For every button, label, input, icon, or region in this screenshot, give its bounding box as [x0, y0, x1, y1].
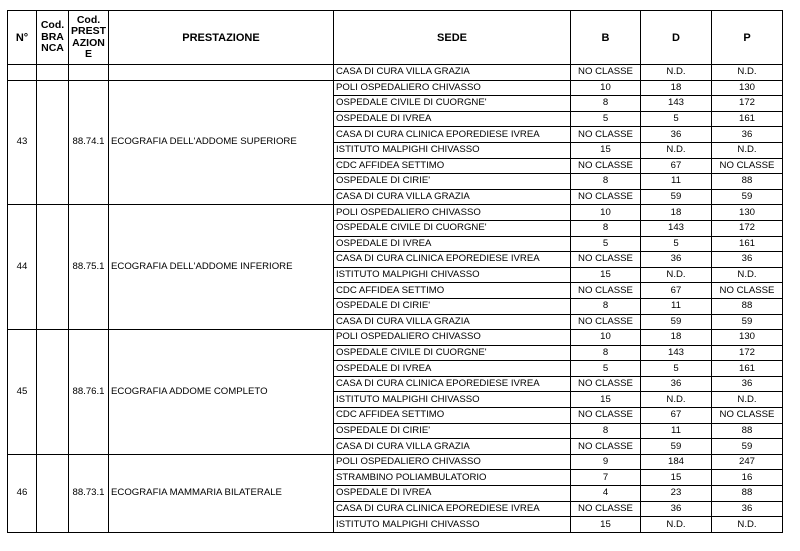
- sede-cell: POLI OSPEDALIERO CHIVASSO: [334, 454, 571, 470]
- b-cell: NO CLASSE: [571, 501, 641, 517]
- sede-cell: CASA DI CURA CLINICA EPOREDIESE IVREA: [334, 501, 571, 517]
- b-cell: 10: [571, 80, 641, 96]
- sede-cell: OSPEDALE DI IVREA: [334, 486, 571, 502]
- p-cell: 130: [712, 80, 783, 96]
- d-cell: 11: [641, 298, 712, 314]
- prestazione-code-cell: 88.74.1: [69, 80, 109, 205]
- header-sede: SEDE: [334, 11, 571, 65]
- b-cell: NO CLASSE: [571, 158, 641, 174]
- sede-cell: CDC AFFIDEA SETTIMO: [334, 158, 571, 174]
- branca-cell: [37, 330, 69, 455]
- d-cell: 143: [641, 220, 712, 236]
- sede-cell: POLI OSPEDALIERO CHIVASSO: [334, 80, 571, 96]
- p-cell: 161: [712, 111, 783, 127]
- p-cell: 172: [712, 345, 783, 361]
- d-cell: 11: [641, 423, 712, 439]
- d-cell: N.D.: [641, 517, 712, 533]
- p-cell: NO CLASSE: [712, 408, 783, 424]
- sede-cell: OSPEDALE DI IVREA: [334, 361, 571, 377]
- row-number-cell: 45: [8, 330, 37, 455]
- sede-cell: OSPEDALE DI CIRIE': [334, 174, 571, 190]
- b-cell: NO CLASSE: [571, 65, 641, 81]
- prestazione-code-cell: 88.73.1: [69, 454, 109, 532]
- p-cell: N.D.: [712, 142, 783, 158]
- row-number-cell: 46: [8, 454, 37, 532]
- d-cell: 36: [641, 127, 712, 143]
- p-cell: 36: [712, 501, 783, 517]
- b-cell: 5: [571, 236, 641, 252]
- d-cell: 5: [641, 111, 712, 127]
- b-cell: NO CLASSE: [571, 189, 641, 205]
- table-row: [8, 454, 783, 470]
- header-cod-prestazione: Cod. PREST AZION E: [69, 11, 109, 65]
- sede-cell: OSPEDALE DI IVREA: [334, 111, 571, 127]
- empty-code-cell: [69, 65, 109, 81]
- p-cell: N.D.: [712, 65, 783, 81]
- d-cell: 36: [641, 376, 712, 392]
- table-body: [8, 65, 783, 533]
- header-b: B: [571, 11, 641, 65]
- sede-cell: ISTITUTO MALPIGHI CHIVASSO: [334, 392, 571, 408]
- d-cell: N.D.: [641, 65, 712, 81]
- row-number-cell: 44: [8, 205, 37, 330]
- d-cell: 15: [641, 470, 712, 486]
- d-cell: 5: [641, 361, 712, 377]
- d-cell: 18: [641, 330, 712, 346]
- d-cell: N.D.: [641, 267, 712, 283]
- p-cell: N.D.: [712, 517, 783, 533]
- b-cell: 10: [571, 330, 641, 346]
- p-cell: NO CLASSE: [712, 283, 783, 299]
- d-cell: 143: [641, 345, 712, 361]
- p-cell: 88: [712, 298, 783, 314]
- sede-cell: CASA DI CURA CLINICA EPOREDIESE IVREA: [334, 376, 571, 392]
- prestazione-cell: ECOGRAFIA ADDOME COMPLETO: [109, 330, 334, 455]
- p-cell: N.D.: [712, 267, 783, 283]
- prestazione-cell: ECOGRAFIA MAMMARIA BILATERALE: [109, 454, 334, 532]
- d-cell: 18: [641, 80, 712, 96]
- prestazioni-table-container: [7, 10, 782, 533]
- p-cell: 161: [712, 361, 783, 377]
- sede-cell: OSPEDALE CIVILE DI CUORGNE': [334, 345, 571, 361]
- b-cell: 8: [571, 220, 641, 236]
- d-cell: 184: [641, 454, 712, 470]
- prestazione-cell: ECOGRAFIA DELL'ADDOME INFERIORE: [109, 205, 334, 330]
- prestazione-code-cell: 88.75.1: [69, 205, 109, 330]
- d-cell: 67: [641, 158, 712, 174]
- p-cell: N.D.: [712, 392, 783, 408]
- p-cell: 88: [712, 423, 783, 439]
- b-cell: NO CLASSE: [571, 408, 641, 424]
- b-cell: 5: [571, 361, 641, 377]
- b-cell: NO CLASSE: [571, 376, 641, 392]
- sede-cell: OSPEDALE DI CIRIE': [334, 423, 571, 439]
- sede-cell: OSPEDALE DI CIRIE': [334, 298, 571, 314]
- header-row: [8, 11, 783, 65]
- sede-cell: ISTITUTO MALPIGHI CHIVASSO: [334, 517, 571, 533]
- branca-cell: [37, 454, 69, 532]
- d-cell: 5: [641, 236, 712, 252]
- d-cell: 59: [641, 189, 712, 205]
- b-cell: 9: [571, 454, 641, 470]
- b-cell: 15: [571, 392, 641, 408]
- b-cell: 7: [571, 470, 641, 486]
- b-cell: 8: [571, 345, 641, 361]
- p-cell: 59: [712, 439, 783, 455]
- d-cell: 59: [641, 314, 712, 330]
- empty-branca-cell: [37, 65, 69, 81]
- b-cell: 10: [571, 205, 641, 221]
- p-cell: 247: [712, 454, 783, 470]
- sede-cell: CDC AFFIDEA SETTIMO: [334, 408, 571, 424]
- d-cell: 18: [641, 205, 712, 221]
- b-cell: NO CLASSE: [571, 314, 641, 330]
- empty-n-cell: [8, 65, 37, 81]
- b-cell: 4: [571, 486, 641, 502]
- sede-cell: CASA DI CURA CLINICA EPOREDIESE IVREA: [334, 252, 571, 268]
- table-row: [8, 205, 783, 221]
- b-cell: NO CLASSE: [571, 439, 641, 455]
- b-cell: 15: [571, 267, 641, 283]
- header-d: D: [641, 11, 712, 65]
- b-cell: 8: [571, 96, 641, 112]
- sede-cell: POLI OSPEDALIERO CHIVASSO: [334, 330, 571, 346]
- prestazioni-table: [7, 10, 783, 533]
- p-cell: 36: [712, 252, 783, 268]
- p-cell: 161: [712, 236, 783, 252]
- table-row: [8, 330, 783, 346]
- p-cell: 172: [712, 220, 783, 236]
- d-cell: N.D.: [641, 392, 712, 408]
- sede-cell: OSPEDALE CIVILE DI CUORGNE': [334, 220, 571, 236]
- p-cell: 36: [712, 127, 783, 143]
- sede-cell: POLI OSPEDALIERO CHIVASSO: [334, 205, 571, 221]
- d-cell: 59: [641, 439, 712, 455]
- sede-cell: ISTITUTO MALPIGHI CHIVASSO: [334, 267, 571, 283]
- p-cell: 59: [712, 189, 783, 205]
- b-cell: 15: [571, 142, 641, 158]
- d-cell: 67: [641, 408, 712, 424]
- table-row: [8, 65, 783, 81]
- empty-prestazione-cell: [109, 65, 334, 81]
- b-cell: 15: [571, 517, 641, 533]
- header-cod-branca: Cod. BRA NCA: [37, 11, 69, 65]
- row-number-cell: 43: [8, 80, 37, 205]
- b-cell: 5: [571, 111, 641, 127]
- b-cell: 8: [571, 298, 641, 314]
- p-cell: 130: [712, 330, 783, 346]
- b-cell: NO CLASSE: [571, 283, 641, 299]
- branca-cell: [37, 205, 69, 330]
- sede-cell: CASA DI CURA VILLA GRAZIA: [334, 314, 571, 330]
- sede-cell: CASA DI CURA CLINICA EPOREDIESE IVREA: [334, 127, 571, 143]
- sede-cell: OSPEDALE DI IVREA: [334, 236, 571, 252]
- p-cell: 172: [712, 96, 783, 112]
- d-cell: 67: [641, 283, 712, 299]
- header-prestazione: PRESTAZIONE: [109, 11, 334, 65]
- prestazione-code-cell: 88.76.1: [69, 330, 109, 455]
- b-cell: 8: [571, 174, 641, 190]
- sede-cell: CASA DI CURA VILLA GRAZIA: [334, 189, 571, 205]
- d-cell: 23: [641, 486, 712, 502]
- p-cell: 36: [712, 376, 783, 392]
- prestazione-cell: ECOGRAFIA DELL'ADDOME SUPERIORE: [109, 80, 334, 205]
- p-cell: 88: [712, 174, 783, 190]
- table-row: [8, 80, 783, 96]
- p-cell: 88: [712, 486, 783, 502]
- sede-cell: CDC AFFIDEA SETTIMO: [334, 283, 571, 299]
- d-cell: 11: [641, 174, 712, 190]
- d-cell: 143: [641, 96, 712, 112]
- header-n: N°: [8, 11, 37, 65]
- p-cell: NO CLASSE: [712, 158, 783, 174]
- sede-cell: STRAMBINO POLIAMBULATORIO: [334, 470, 571, 486]
- p-cell: 59: [712, 314, 783, 330]
- sede-cell: OSPEDALE CIVILE DI CUORGNE': [334, 96, 571, 112]
- p-cell: 130: [712, 205, 783, 221]
- d-cell: N.D.: [641, 142, 712, 158]
- branca-cell: [37, 80, 69, 205]
- sede-cell: CASA DI CURA VILLA GRAZIA: [334, 439, 571, 455]
- p-cell: 16: [712, 470, 783, 486]
- sede-cell: CASA DI CURA VILLA GRAZIA: [334, 65, 571, 81]
- b-cell: 8: [571, 423, 641, 439]
- sede-cell: ISTITUTO MALPIGHI CHIVASSO: [334, 142, 571, 158]
- b-cell: NO CLASSE: [571, 252, 641, 268]
- d-cell: 36: [641, 252, 712, 268]
- d-cell: 36: [641, 501, 712, 517]
- b-cell: NO CLASSE: [571, 127, 641, 143]
- header-p: P: [712, 11, 783, 65]
